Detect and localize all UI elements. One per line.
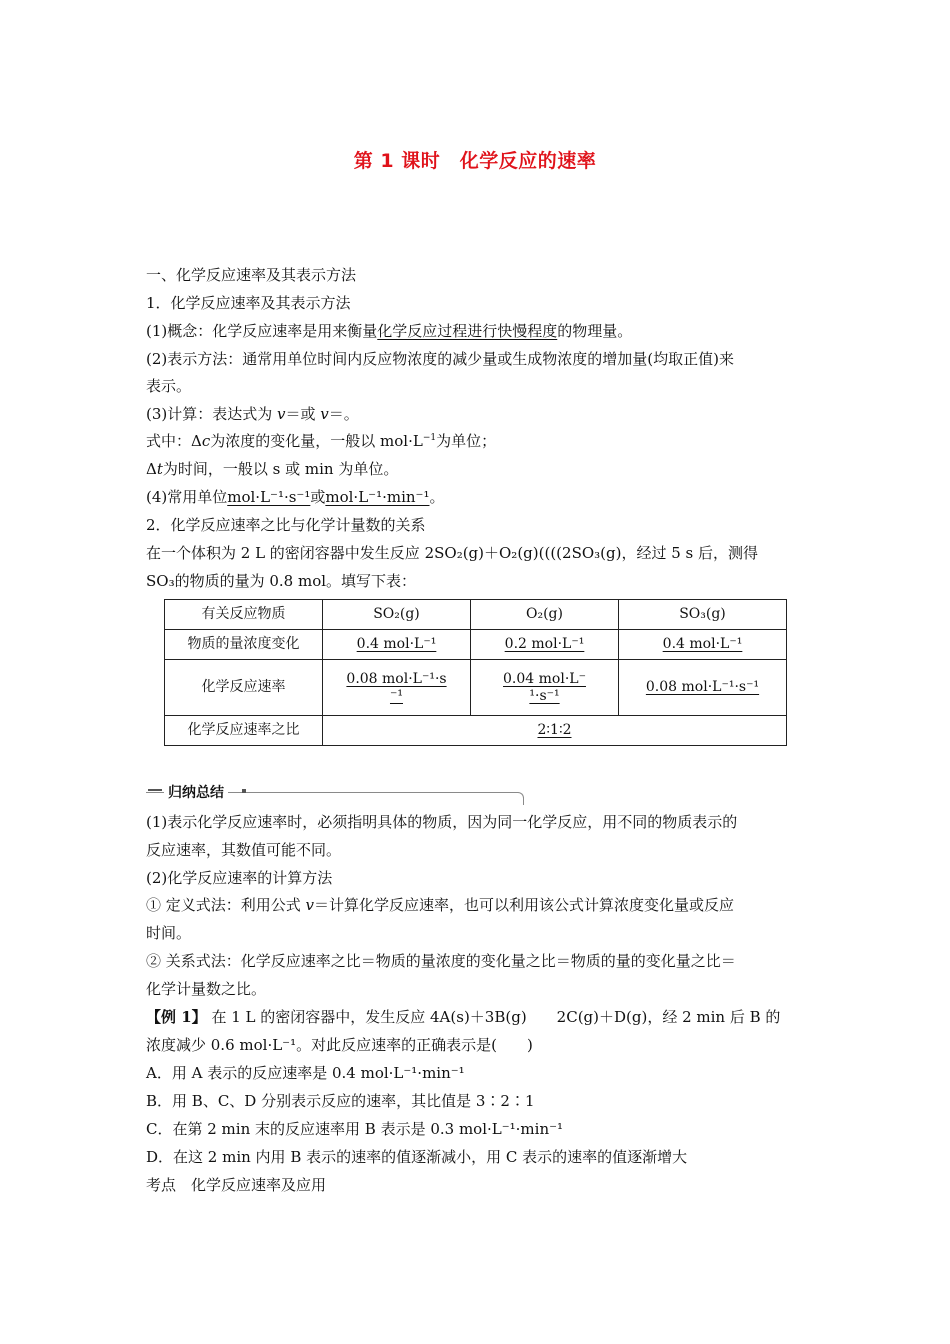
summary-l4-v: v xyxy=(305,896,315,914)
method-line-2: 表示。 xyxy=(146,377,192,395)
delta-c-pre: 式中：Δ xyxy=(146,432,202,450)
table-header-row xyxy=(165,600,787,630)
answer: 0.08 mol·L⁻¹·s xyxy=(346,670,447,687)
answer: 0.04 mol·L⁻ xyxy=(503,670,586,687)
section-heading: 一、化学反应速率及其表示方法 xyxy=(146,266,357,284)
formula-v: v xyxy=(277,405,286,423)
answer: 0.4 mol·L⁻¹ xyxy=(356,636,437,652)
units-answer-1: mol·L⁻¹·s⁻¹ xyxy=(227,488,311,506)
summary-line: ② 关系式法：化学反应速率之比＝物质的量浓度的变化量之比＝物质的量的变化量之比＝ xyxy=(146,952,736,970)
delta-t-line xyxy=(146,459,398,479)
problem-line-2: SO₃的物质的量为 0.8 mol。填写下表： xyxy=(146,572,417,590)
example-tag: 【例 1】 xyxy=(146,1008,207,1026)
formula-pre: (3)计算：表达式为 xyxy=(146,405,278,423)
delta-t-pre: Δ xyxy=(146,460,157,478)
units-answer-2: mol·L⁻¹·min⁻¹ xyxy=(325,488,430,506)
delta-c-sup: −1 xyxy=(422,433,437,443)
method-line-1: (2)表示方法：通常用单位时间内反应物浓度的减少量或生成物浓度的增加量(均取正值)来 xyxy=(146,350,734,368)
units-pre: (4)常用单位 xyxy=(146,488,228,506)
formula-v2: v xyxy=(320,405,329,423)
summary-dash xyxy=(148,789,162,791)
summary-line xyxy=(146,895,734,915)
answer: 2∶1∶2 xyxy=(537,722,572,738)
table-header: SO₃(g) xyxy=(619,600,787,630)
summary-label: 归纳总结 xyxy=(164,782,228,802)
formula-line xyxy=(146,404,359,424)
answer: ⁻¹ xyxy=(389,687,403,704)
summary-header xyxy=(146,784,524,800)
table-cell xyxy=(323,630,471,660)
table-cell xyxy=(323,716,787,746)
table-cell xyxy=(323,660,471,716)
example-line-1 xyxy=(146,1007,780,1027)
concept-paragraph xyxy=(146,321,632,341)
concept-answer: 化学反应过程进行快慢程度 xyxy=(377,322,558,340)
table-cell xyxy=(619,660,787,716)
units-line xyxy=(146,487,444,507)
answer: 0.2 mol·L⁻¹ xyxy=(504,636,585,652)
summary-l4-post: ＝计算化学反应速率，也可以利用该公式计算浓度变化量或反应 xyxy=(314,896,735,914)
table-cell-label: 化学反应速率之比 xyxy=(165,716,323,746)
table-row xyxy=(165,716,787,746)
subsection-2-title: 2．化学反应速率之比与化学计量数的关系 xyxy=(146,516,426,534)
table-cell xyxy=(471,660,619,716)
table-row xyxy=(165,660,787,716)
table-cell-label: 物质的量浓度变化 xyxy=(165,630,323,660)
table-header: O₂(g) xyxy=(471,600,619,630)
option-c: C．在第 2 min 末的反应速率用 B 表示是 0.3 mol·L⁻¹·min⁻¹ xyxy=(146,1120,564,1138)
summary-l4-pre: ① 定义式法：利用公式 xyxy=(146,896,306,914)
delta-c-symbol: c xyxy=(201,432,211,450)
option-a: A．用 A 表示的反应速率是 0.4 mol·L⁻¹·min⁻¹ xyxy=(146,1064,465,1082)
answer: 0.4 mol·L⁻¹ xyxy=(662,636,743,652)
units-post: 。 xyxy=(429,488,445,506)
units-mid: 或 xyxy=(310,488,326,506)
table-header: 有关反应物质 xyxy=(165,600,323,630)
delta-c-mid: 为浓度的变化量，一般以 mol·L xyxy=(210,432,423,450)
delta-c-line xyxy=(146,431,496,451)
kaodian: 考点 化学反应速率及应用 xyxy=(146,1176,327,1194)
summary-line: 时间。 xyxy=(146,924,192,942)
delta-t-symbol: t xyxy=(156,460,163,478)
summary-line: 反应速率，其数值可能不同。 xyxy=(146,841,342,859)
answer: ¹·s⁻¹ xyxy=(529,687,560,704)
concept-text-pre: (1)概念：化学反应速率是用来衡量 xyxy=(146,322,378,340)
table-row xyxy=(165,630,787,660)
option-b: B．用 B、C、D 分别表示反应的速率，其比值是 3∶2∶1 xyxy=(146,1092,535,1110)
summary-line: 化学计量数之比。 xyxy=(146,980,267,998)
rate-table xyxy=(164,599,787,746)
formula-mid: ＝或 xyxy=(285,405,321,423)
table-cell-label: 化学反应速率 xyxy=(165,660,323,716)
answer: 0.08 mol·L⁻¹·s⁻¹ xyxy=(645,679,760,695)
summary-line: (1)表示化学反应速率时，必须指明具体的物质，因为同一化学反应，用不同的物质表示的 xyxy=(146,813,738,831)
example-text: 在 1 L 的密闭容器中，发生反应 4A(s)＋3B(g) 2C(g)＋D(g)，经 2 min 后 B 的 xyxy=(206,1008,781,1026)
table-cell xyxy=(619,630,787,660)
delta-c-post: 为单位； xyxy=(436,432,497,450)
example-line-2: 浓度减少 0.6 mol·L⁻¹。对此反应速率的正确表示是( ) xyxy=(146,1036,533,1054)
problem-line-1: 在一个体积为 2 L 的密闭容器中发生反应 2SO₂(g)＋O₂(g)((((2SO₃(g)，经过 5 s 后，测得 xyxy=(146,544,759,562)
table-cell xyxy=(471,630,619,660)
table-header: SO₂(g) xyxy=(323,600,471,630)
subsection-1-title: 1．化学反应速率及其表示方法 xyxy=(146,294,351,312)
formula-post: ＝。 xyxy=(328,405,359,423)
option-d: D．在这 2 min 内用 B 表示的速率的值逐渐减小，用 C 表示的速率的值逐渐增大 xyxy=(146,1148,688,1166)
summary-square xyxy=(242,789,246,793)
page-title: 第 1 课时 化学反应的速率 xyxy=(353,150,597,172)
concept-text-post: 的物理量。 xyxy=(557,322,633,340)
delta-t-post: 为时间，一般以 s 或 min 为单位。 xyxy=(162,460,399,478)
summary-line: (2)化学反应速率的计算方法 xyxy=(146,869,333,887)
